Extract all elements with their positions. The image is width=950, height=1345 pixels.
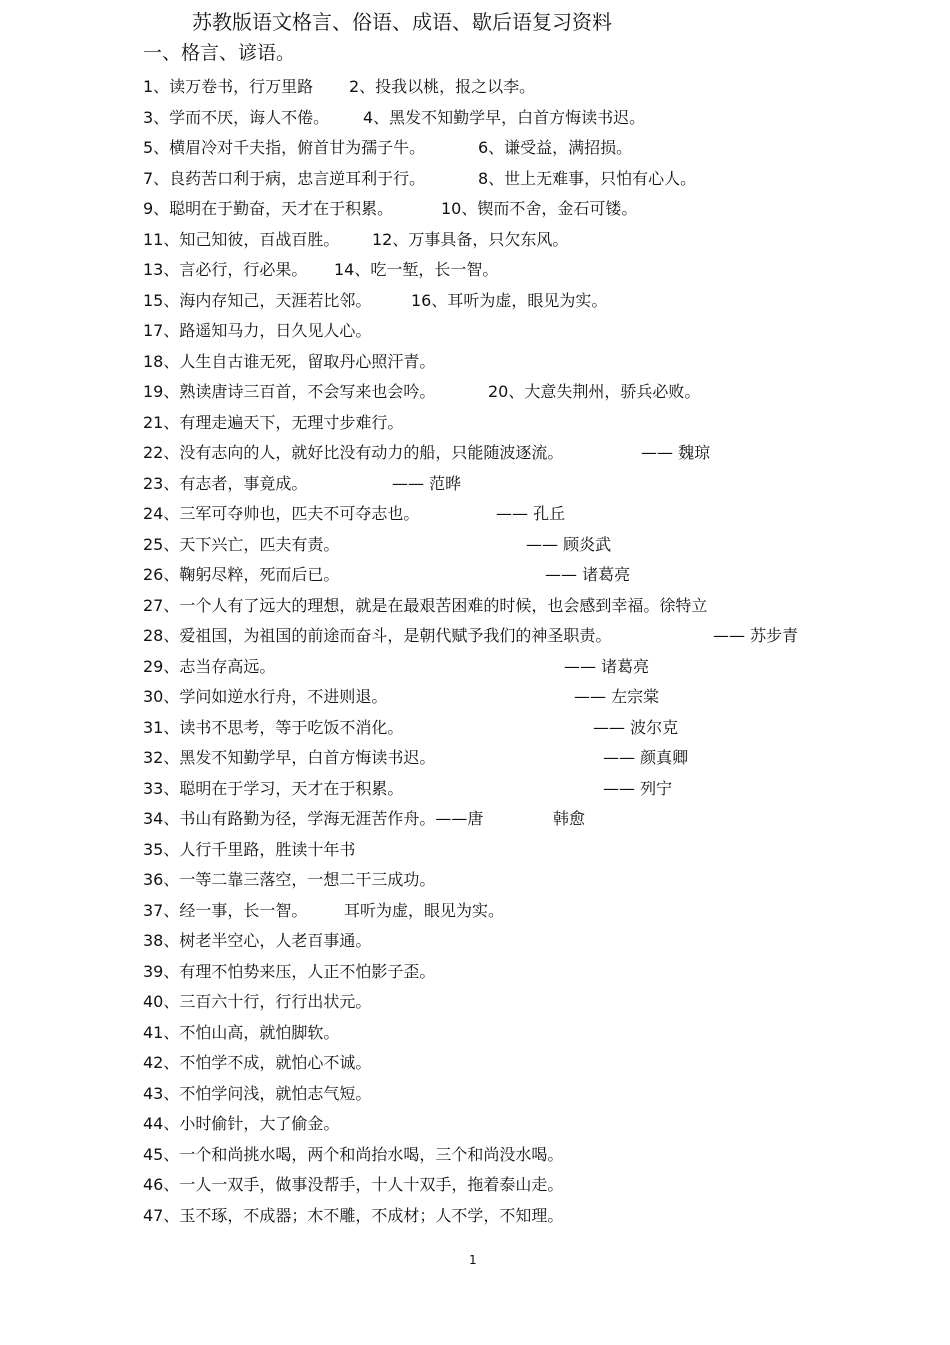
- list-item: [143, 255, 923, 286]
- list-item: [143, 774, 923, 805]
- proverb-text: 29、志当存高远。: [143, 656, 276, 676]
- list-item: [143, 1170, 923, 1201]
- proverb-text: 12、万事具备，只欠东风。: [372, 229, 569, 249]
- list-item: [143, 896, 923, 927]
- list-item: [143, 652, 923, 683]
- proverb-text: 8、世上无难事，只怕有心人。: [478, 168, 697, 188]
- list-item: [143, 926, 923, 957]
- list-item: [143, 499, 923, 530]
- proverb-text: 6、谦受益，满招损。: [478, 138, 633, 157]
- proverb-text: 37、经一事，长一智。: [143, 900, 308, 920]
- list-item: [143, 377, 923, 408]
- proverb-text: 23、有志者，事竟成。: [143, 473, 308, 493]
- list-item: [143, 469, 923, 500]
- proverb-text: 7、良药苦口利于病，忠言逆耳利于行。: [143, 168, 426, 188]
- proverb-text: 3、学而不厌，诲人不倦。: [143, 107, 330, 127]
- attribution: —— 左宗棠: [574, 687, 660, 706]
- proverb-text: 24、三军可夺帅也，匹夫不可夺志也。: [143, 504, 420, 523]
- proverb-text: 41、不怕山高，就怕脚软。: [143, 1022, 340, 1042]
- proverb-text: 2、投我以桃，报之以李。: [349, 77, 536, 96]
- proverb-text: 43、不怕学问浅，就怕志气短。: [143, 1083, 372, 1103]
- list-item: [143, 1201, 923, 1232]
- list-item: [143, 347, 923, 378]
- list-item: [143, 1048, 923, 1079]
- list-item: [143, 164, 923, 195]
- proverb-text: 耳听为虚，眼见为实。: [344, 900, 505, 920]
- list-item: [143, 225, 923, 256]
- proverb-text: 42、不怕学不成，就怕心不诚。: [143, 1053, 372, 1072]
- list-item: [143, 1018, 923, 1049]
- attribution: —— 顾炎武: [526, 534, 612, 554]
- proverb-text: 32、黑发不知勤学早，白首方悔读书迟。: [143, 748, 436, 767]
- list-item: [143, 438, 923, 469]
- proverb-text: 45、一个和尚挑水喝，两个和尚抬水喝，三个和尚没水喝。: [143, 1144, 564, 1164]
- proverb-text: 28、爱祖国，为祖国的前途而奋斗，是朝代赋予我们的神圣职责。: [143, 626, 612, 645]
- proverb-text: 33、聪明在于学习，天才在于积累。: [143, 778, 404, 798]
- proverb-text: 47、玉不琢，不成器；木不雕，不成材；人不学，不知理。: [143, 1205, 564, 1225]
- proverb-text: 21、有理走遍天下，无理寸步难行。: [143, 412, 404, 432]
- list-item: [143, 865, 923, 896]
- attribution: —— 苏步青: [713, 626, 799, 645]
- list-item: [143, 987, 923, 1018]
- list-item: [143, 682, 923, 713]
- list-item: [143, 530, 923, 561]
- proverb-text: 9、聪明在于勤奋，天才在于积累。: [143, 199, 394, 218]
- list-item: [143, 316, 923, 347]
- list-item: [143, 286, 923, 317]
- list-item: [143, 621, 923, 652]
- proverb-text: 39、有理不怕势来压，人正不怕影子歪。: [143, 961, 436, 981]
- section-heading: 一、格言、谚语。: [143, 42, 296, 64]
- attribution: —— 诸葛亮: [545, 565, 631, 584]
- proverb-text: 19、熟读唐诗三百首，不会写来也会吟。: [143, 382, 436, 401]
- proverb-text: 38、树老半空心，人老百事通。: [143, 931, 372, 950]
- list-item: [143, 133, 923, 164]
- list-item: [143, 713, 923, 744]
- attribution: —— 范晔: [392, 473, 462, 493]
- proverb-text: 25、天下兴亡，匹夫有责。: [143, 534, 340, 554]
- list-item: [143, 1109, 923, 1140]
- proverb-text: 34、书山有路勤为径，学海无涯苦作舟。——唐: [143, 809, 484, 828]
- proverb-text: 18、人生自古谁无死，留取丹心照汗青。: [143, 351, 436, 371]
- proverb-text: 46、一人一双手，做事没帮手，十人十双手，拖着泰山走。: [143, 1175, 564, 1194]
- list-item: [143, 1079, 923, 1110]
- document-title: 苏教版语文格言、俗语、成语、歇后语复习资料: [192, 10, 612, 34]
- proverb-text: 30、学问如逆水行舟，不进则退。: [143, 687, 388, 706]
- proverb-text: 40、三百六十行，行行出状元。: [143, 992, 372, 1011]
- proverb-text: 44、小时偷针，大了偷金。: [143, 1114, 340, 1133]
- attribution: —— 颜真卿: [603, 748, 689, 767]
- list-item: [143, 804, 923, 835]
- list-item: [143, 957, 923, 988]
- list-item: [143, 103, 923, 134]
- proverb-text: 17、路遥知马力，日久见人心。: [143, 321, 372, 340]
- proverb-text: 11、知己知彼，百战百胜。: [143, 229, 340, 249]
- proverb-text: 1、读万卷书，行万里路: [143, 77, 314, 96]
- list-item: [143, 591, 923, 622]
- proverb-text: 36、一等二靠三落空，一想二干三成功。: [143, 870, 436, 889]
- list-item: [143, 743, 923, 774]
- attribution: —— 魏琼: [641, 443, 711, 462]
- list-item: [143, 560, 923, 591]
- attribution: —— 诸葛亮: [564, 656, 650, 676]
- proverb-text: 15、海内存知己，天涯若比邻。: [143, 290, 372, 310]
- proverb-text: 13、言必行，行必果。: [143, 260, 308, 279]
- attribution: —— 波尔克: [593, 717, 679, 737]
- proverb-text: 16、耳听为虚，眼见为实。: [411, 290, 608, 310]
- proverb-text: 26、鞠躬尽粹，死而后已。: [143, 565, 340, 584]
- list-item: [143, 835, 923, 866]
- proverb-text: 10、锲而不舍，金石可镂。: [441, 199, 638, 218]
- list-item: [143, 72, 923, 103]
- proverb-text: 22、没有志向的人，就好比没有动力的船，只能随波逐流。: [143, 443, 564, 462]
- list-item: [143, 408, 923, 439]
- proverb-text: 韩愈: [553, 809, 586, 828]
- proverb-text: 4、黑发不知勤学早，白首方悔读书迟。: [363, 107, 646, 127]
- list-item: [143, 194, 923, 225]
- attribution: —— 列宁: [603, 778, 673, 798]
- proverb-text: 20、大意失荆州，骄兵必败。: [488, 382, 701, 401]
- page-number: 1: [469, 1253, 477, 1267]
- proverb-list: [143, 72, 923, 1231]
- proverb-text: 35、人行千里路，胜读十年书: [143, 839, 356, 859]
- proverb-text: 31、读书不思考，等于吃饭不消化。: [143, 717, 404, 737]
- proverb-text: 14、吃一堑，长一智。: [334, 260, 499, 279]
- proverb-text: 27、一个人有了远大的理想，就是在最艰苦困难的时候，也会感到幸福。徐特立: [143, 595, 708, 615]
- list-item: [143, 1140, 923, 1171]
- attribution: —— 孔丘: [496, 504, 566, 523]
- proverb-text: 5、横眉冷对千夫指，俯首甘为孺子牛。: [143, 138, 426, 157]
